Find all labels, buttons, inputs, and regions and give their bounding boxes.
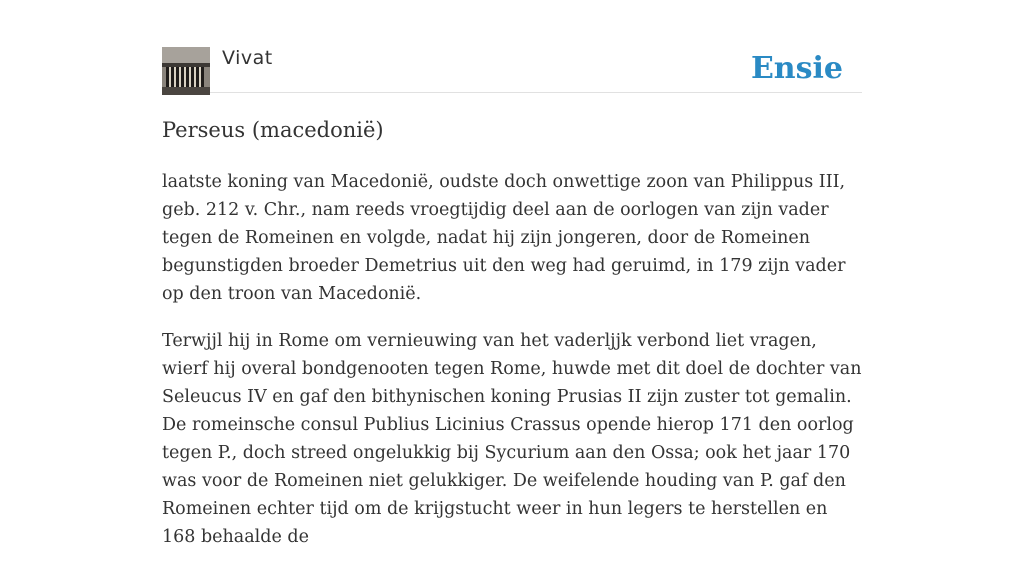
- article-header: [162, 46, 862, 93]
- author-avatar[interactable]: [162, 47, 210, 95]
- brand-logo[interactable]: Ensie: [750, 51, 843, 86]
- article-paragraph: laatste koning van Macedonië, oudste doch onwettige zoon van Philippus III, geb. 212 v. Chr., nam reeds vroegtijdig deel aan de oorlogen van zijn vader tegen de Romeinen en volgde, nadat hij zijn jongeren, door de Romeinen begunstigden broeder Demetrius uit den weg had geruimd, in 179 zijn vader op den troon van Macedonië.: [162, 172, 846, 304]
- article-paragraph: Terwjjl hij in Rome om vernieuwing van het vaderljjk verbond liet vragen, wierf hij overal bondgenooten tegen Rome, huwde met dit doel de dochter van Seleucus IV en gaf den bithynischen koning Prusias II zijn zuster tot gemalin. De romeinsche consul Publius Licinius Crassus opende hierop 171 den oorlog tegen P., doch streed ongelukkig bij Sycurium aan den Ossa; ook het jaar 170 was voor de Romeinen niet gelukkiger. De weifelende houding van P. gaf den Romeinen echter tijd om de krijgstucht weer in hun legers te herstellen en 168 behaalde de: [162, 331, 862, 547]
- article-title: Perseus (macedonië): [162, 118, 384, 142]
- book-spines-icon: [162, 47, 210, 95]
- author-name[interactable]: Vivat: [222, 47, 273, 69]
- article-body: [162, 168, 862, 570]
